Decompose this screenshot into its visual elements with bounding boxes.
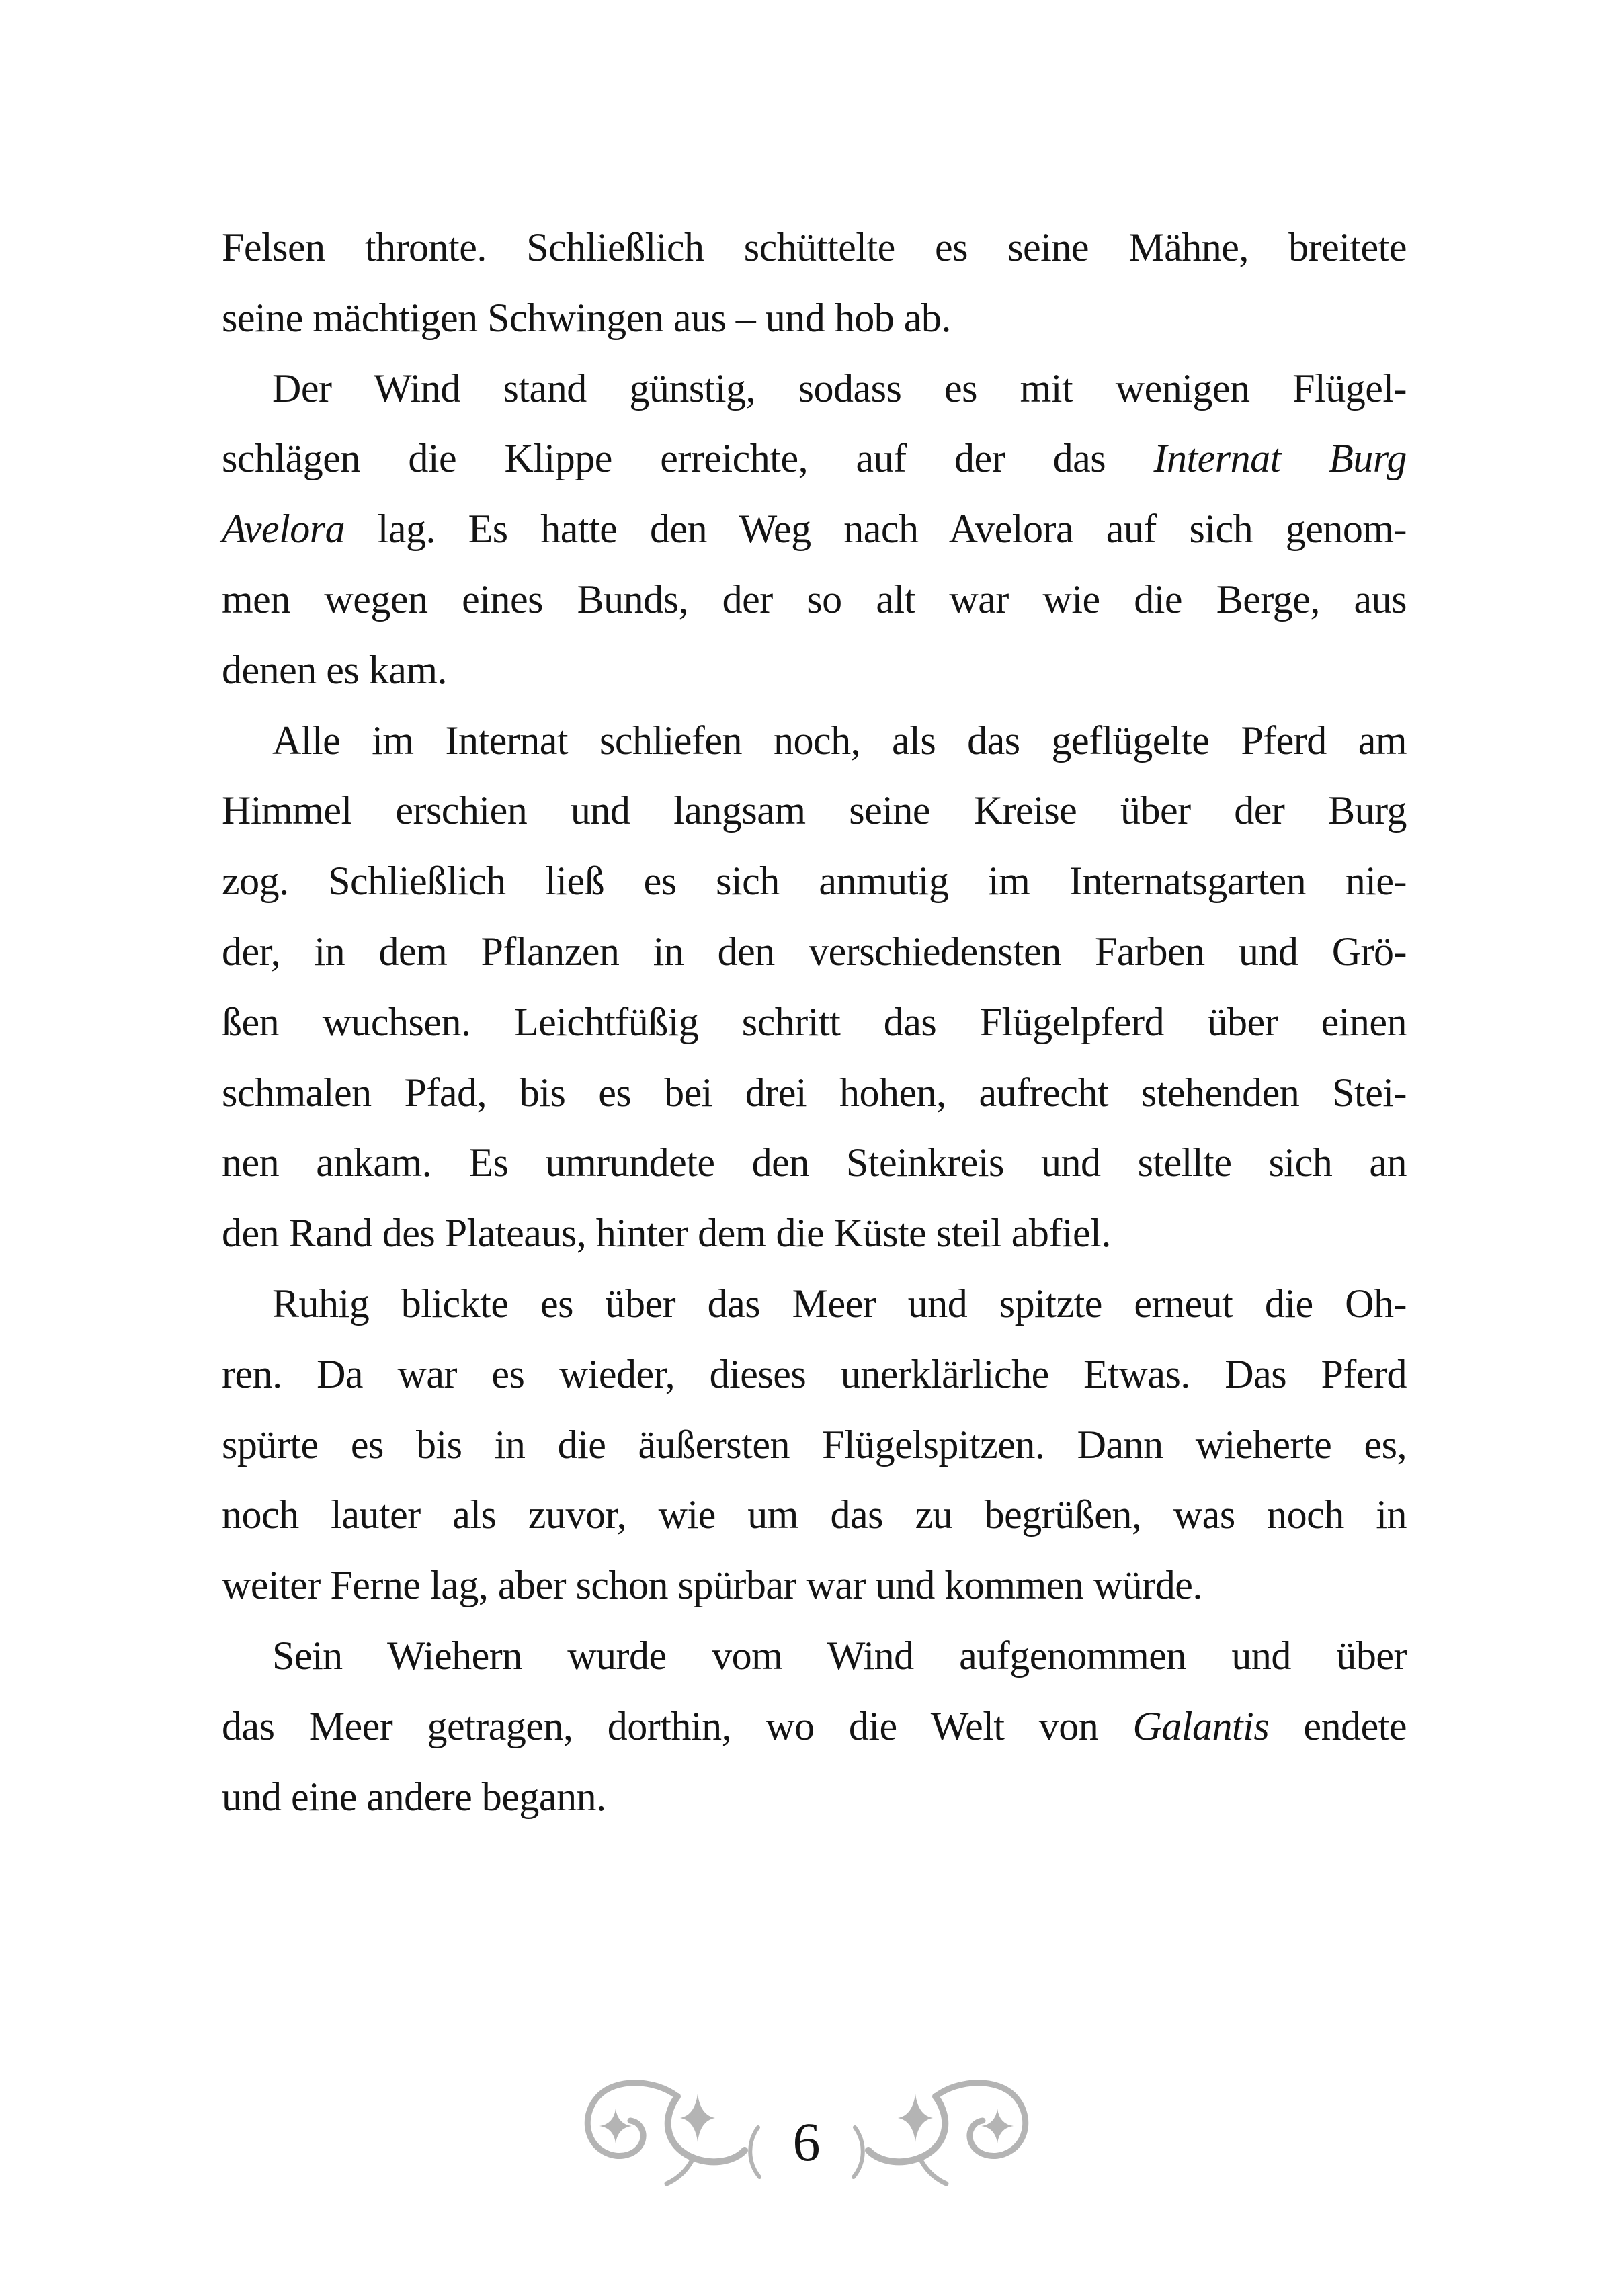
sparkle-icon — [599, 2109, 632, 2143]
text-line — [222, 1198, 1407, 1269]
text-segment: ßen wuchsen. Leichtfüßig schritt das Flügelpferd über einen — [222, 999, 1407, 1044]
text-segment: noch lauter als zuvor, wie um das zu begrüßen, was noch in — [222, 1492, 1407, 1537]
text-line — [222, 917, 1407, 987]
text-segment: Himmel erschien und langsam seine Kreise über der Burg — [222, 788, 1407, 833]
text-segment: lag. Es hatte den Weg nach Avelora auf sich genom- — [345, 507, 1407, 552]
text-line — [222, 1480, 1407, 1550]
text-segment: nen ankam. Es umrundete den Steinkreis und stellte sich an — [222, 1140, 1407, 1185]
text-segment: zog. Schließlich ließ es sich anmutig im Internatsgarten nie- — [222, 859, 1407, 904]
flourish-left — [587, 2083, 759, 2184]
text-line — [222, 423, 1407, 494]
text-block — [222, 212, 1407, 1832]
text-segment: das Meer getragen, dorthin, wo die Welt von — [222, 1703, 1133, 1748]
text-line — [222, 1550, 1407, 1621]
text-segment: Alle im Internat schliefen noch, als das geflügelte Pferd am — [272, 718, 1407, 763]
text-segment: Sein Wiehern wurde vom Wind aufgenommen und über — [272, 1633, 1407, 1678]
text-segment: schlägen die Klippe erreichte, auf der das — [222, 436, 1154, 481]
text-line — [222, 1058, 1407, 1128]
italic-text-segment: Internat Burg — [1153, 436, 1407, 481]
text-line — [222, 706, 1407, 776]
text-line — [222, 775, 1407, 846]
text-line — [222, 1410, 1407, 1480]
text-segment: men wegen eines Bunds, der so alt war wie die Berge, aus — [222, 577, 1407, 622]
text-line — [222, 212, 1407, 283]
text-segment: spürte es bis in die äußersten Flügelspitzen. Dann wieherte es, — [222, 1422, 1407, 1467]
swirl-loop — [587, 2083, 677, 2156]
text-line — [222, 353, 1407, 424]
text-line — [222, 564, 1407, 635]
text-line — [222, 1269, 1407, 1339]
text-line — [222, 846, 1407, 917]
text-segment: der, in dem Pflanzen in den verschiedensten Farben und Grö- — [222, 929, 1407, 974]
text-segment: Ruhig blickte es über das Meer und spitzte erneut die Oh- — [272, 1281, 1407, 1326]
swirl-inner-arc — [750, 2127, 759, 2177]
text-segment: endete — [1269, 1703, 1407, 1748]
text-line — [222, 1691, 1407, 1762]
text-segment: weiter Ferne lag, aber schon spürbar war und kommen würde. — [222, 1563, 1202, 1608]
text-segment: Der Wind stand günstig, sodass es mit wenigen Flügel- — [272, 366, 1407, 411]
italic-text-segment: Galantis — [1132, 1703, 1270, 1748]
page-number: 6 — [792, 2111, 821, 2172]
text-segment: den Rand des Plateaus, hinter dem die Küste steil abfiel. — [222, 1211, 1111, 1256]
text-line — [222, 987, 1407, 1058]
italic-text-segment: Avelora — [222, 507, 345, 552]
swirl-main — [668, 2096, 745, 2162]
text-segment: seine mächtigen Schwingen aus – und hob ab. — [222, 295, 951, 340]
text-line — [222, 1339, 1407, 1410]
text-line — [222, 1762, 1407, 1832]
text-line — [222, 494, 1407, 564]
text-line — [222, 1621, 1407, 1691]
text-segment: und eine andere begann. — [222, 1774, 606, 1819]
text-segment: schmalen Pfad, bis es bei drei hohen, aufrecht stehenden Stei- — [222, 1070, 1407, 1115]
sparkle-icon — [680, 2094, 715, 2142]
text-line — [222, 283, 1407, 353]
text-segment: ren. Da war es wieder, dieses unerklärliche Etwas. Das Pferd — [222, 1351, 1407, 1396]
text-segment: Felsen thronte. Schließlich schüttelte es seine Mähne, breitete — [222, 225, 1407, 269]
text-line — [222, 635, 1407, 706]
text-line — [222, 1128, 1407, 1198]
swirl-tail — [667, 2157, 694, 2184]
text-segment: denen es kam. — [222, 647, 448, 692]
flourish-right — [854, 2083, 1026, 2184]
